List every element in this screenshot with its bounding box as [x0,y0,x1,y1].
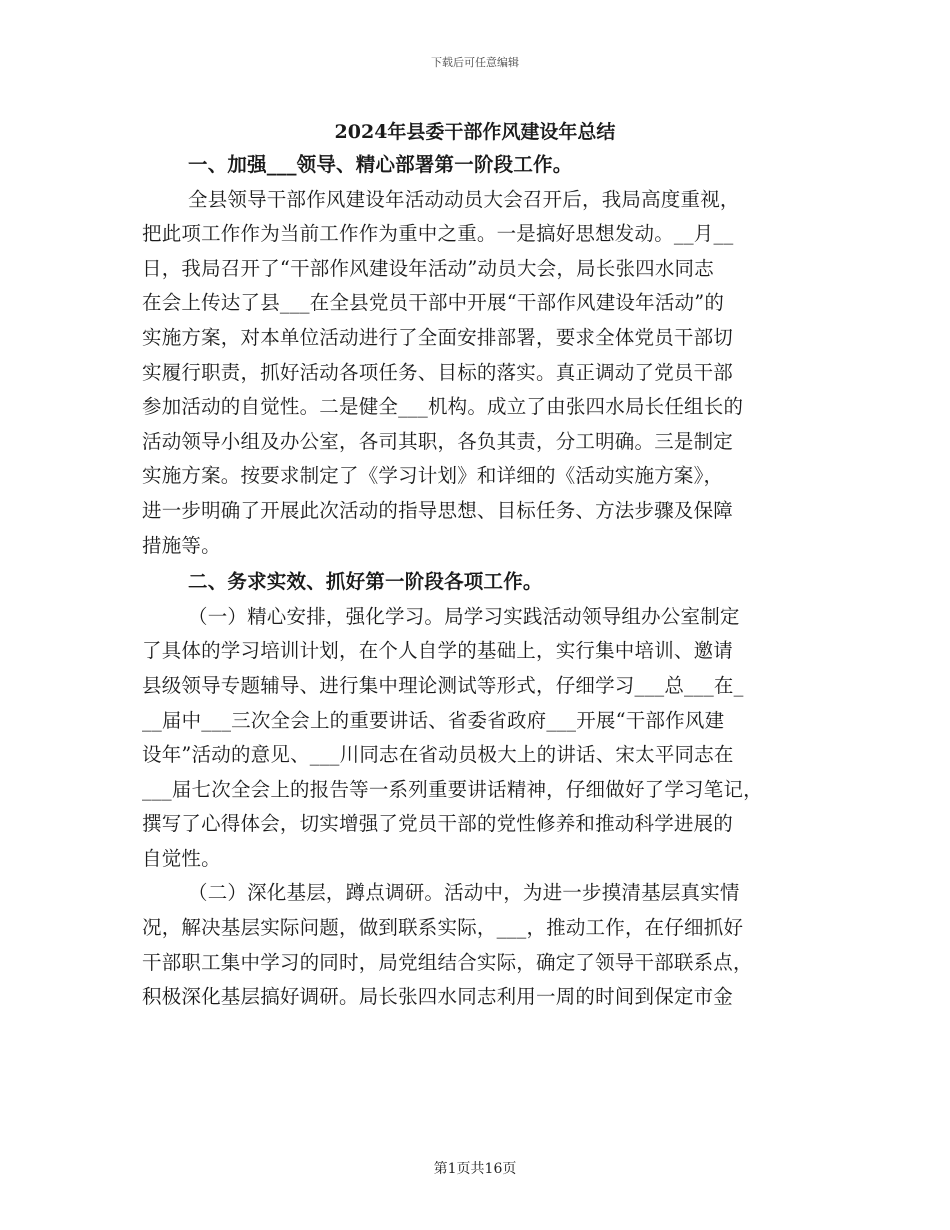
body-text-line: 活动领导小组及办公室，各司其职，各负其责，分工明确。三是制定 [142,429,734,453]
body-text-line: （二）深化基层，蹲点调研。活动中，为进一步摸清基层真实情 [188,881,740,905]
body-text-line: 撰写了心得体会，切实增强了党员干部的党性修养和推动科学进展的 [142,812,734,836]
body-text-line: 自觉性。 [142,846,221,870]
body-text-line: 把此项工作作为当前工作作为重中之重。一是搞好思想发动。__月__ [142,222,734,246]
body-text-line: 日，我局召开了“干部作风建设年活动”动员大会，局长张四水同志 [142,256,714,280]
body-text-line: 了具体的学习培训计划，在个人自学的基础上，实行集中培训、邀请 [142,639,734,663]
body-text-line: __届中___三次全会上的重要讲话、省委省政府___开展“干部作风建 [142,708,725,732]
page-header-note: 下载后可任意编辑 [431,56,519,69]
body-text-line: 干部职工集中学习的同时，局党组结合实际，确定了领导干部联系点， [142,950,753,974]
section-heading: 二、务求实效、抓好第一阶段各项工作。 [188,570,543,594]
section-heading: 一、加强___领导、精心部署第一阶段工作。 [188,153,573,176]
body-text-line: 实施方案。按要求制定了《学习计划》和详细的《活动实施方案》， [142,464,724,488]
body-text-line: 县级领导专题辅导、进行集中理论测试等形式，仔细学习___总___在_ [142,673,744,697]
body-text-line: 措施等。 [142,533,221,557]
body-text-line: 况，解决基层实际问题，做到联系实际，___，推动工作，在仔细抓好 [142,916,744,940]
body-text-line: ___届七次全会上的报告等一系列重要讲话精神，仔细做好了学习笔记， [142,777,763,801]
body-text-line: 在会上传达了县___在全县党员干部中开展“干部作风建设年活动”的 [142,291,725,315]
body-text-line: 实施方案，对本单位活动进行了全面安排部署，要求全体党员干部切 [142,325,734,349]
document-title: 2024年县委干部作风建设年总结 [334,121,616,143]
body-text-line: 进一步明确了开展此次活动的指导思想、目标任务、方法步骤及保障 [142,498,734,522]
body-text-line: 参加活动的自觉性。二是健全___机构。成立了由张四水局长任组长的 [142,395,744,419]
page-footer: 第1页共16页 [433,1161,517,1177]
body-text-line: 实履行职责，抓好活动各项任务、目标的落实。真正调动了党员干部 [142,360,734,384]
body-text-line: （一）精心安排，强化学习。局学习实践活动领导组办公室制定 [188,604,740,628]
document-body [142,148,822,1015]
body-text-line: 全县领导干部作风建设年活动动员大会召开后，我局高度重视， [188,187,740,211]
body-text-line: 积极深化基层搞好调研。局长张四水同志利用一周的时间到保定市金 [142,985,734,1009]
body-text-line: 设年”活动的意见、___川同志在省动员极大上的讲话、宋太平同志在 [142,743,734,767]
